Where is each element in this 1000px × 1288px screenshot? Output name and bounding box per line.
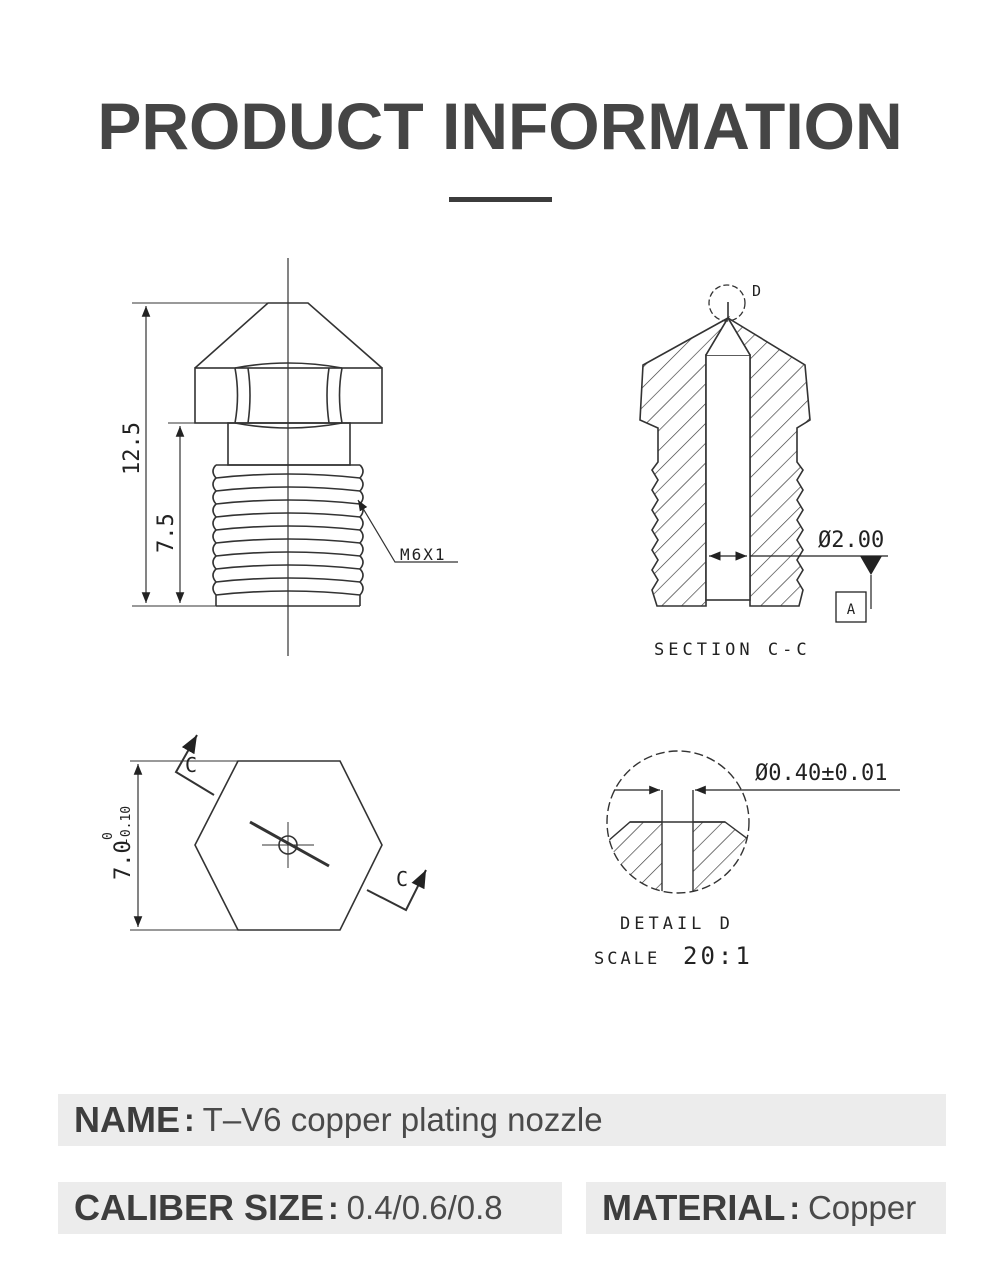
section-marker-bottom: C	[396, 867, 409, 891]
detail-marker: D	[752, 282, 762, 300]
name-value: T–V6 copper plating nozzle	[202, 1101, 603, 1138]
name-row	[58, 1094, 946, 1146]
dim-thread-height: 7.5	[154, 513, 179, 553]
front-view	[132, 258, 458, 656]
orifice-diameter-label: Ø0.40±0.01	[755, 761, 888, 786]
hex-tolerance-upper: 0	[101, 832, 116, 840]
detail-label: DETAIL D	[620, 914, 734, 934]
dim-total-height: 12.5	[120, 422, 145, 475]
caliber-value: 0.4/0.6/0.8	[346, 1189, 503, 1226]
caliber-separator: :	[328, 1189, 339, 1226]
material-value: Copper	[807, 1189, 917, 1226]
name-label: NAME	[74, 1099, 180, 1140]
page-title: PRODUCT INFORMATION	[97, 89, 903, 163]
thread-spec-label: M6X1	[400, 545, 447, 564]
hex-width-label: 7.0	[111, 840, 136, 880]
section-label: SECTION C-C	[654, 640, 811, 660]
section-marker-top: C	[185, 753, 198, 777]
caliber-label: CALIBER SIZE	[74, 1187, 325, 1228]
bore-diameter-label: Ø2.00	[818, 528, 885, 553]
section-view	[640, 285, 888, 622]
hex-tolerance-lower: -0.10	[119, 805, 134, 845]
material-label: MATERIAL	[602, 1187, 786, 1228]
caliber-row	[58, 1182, 562, 1234]
hex-top-view	[130, 735, 426, 930]
material-row	[586, 1182, 946, 1234]
datum-label: A	[846, 602, 856, 618]
name-separator: :	[184, 1101, 195, 1138]
material-separator: :	[789, 1189, 800, 1226]
scale-value: 20:1	[683, 942, 753, 970]
scale-label: SCALE	[594, 949, 661, 969]
